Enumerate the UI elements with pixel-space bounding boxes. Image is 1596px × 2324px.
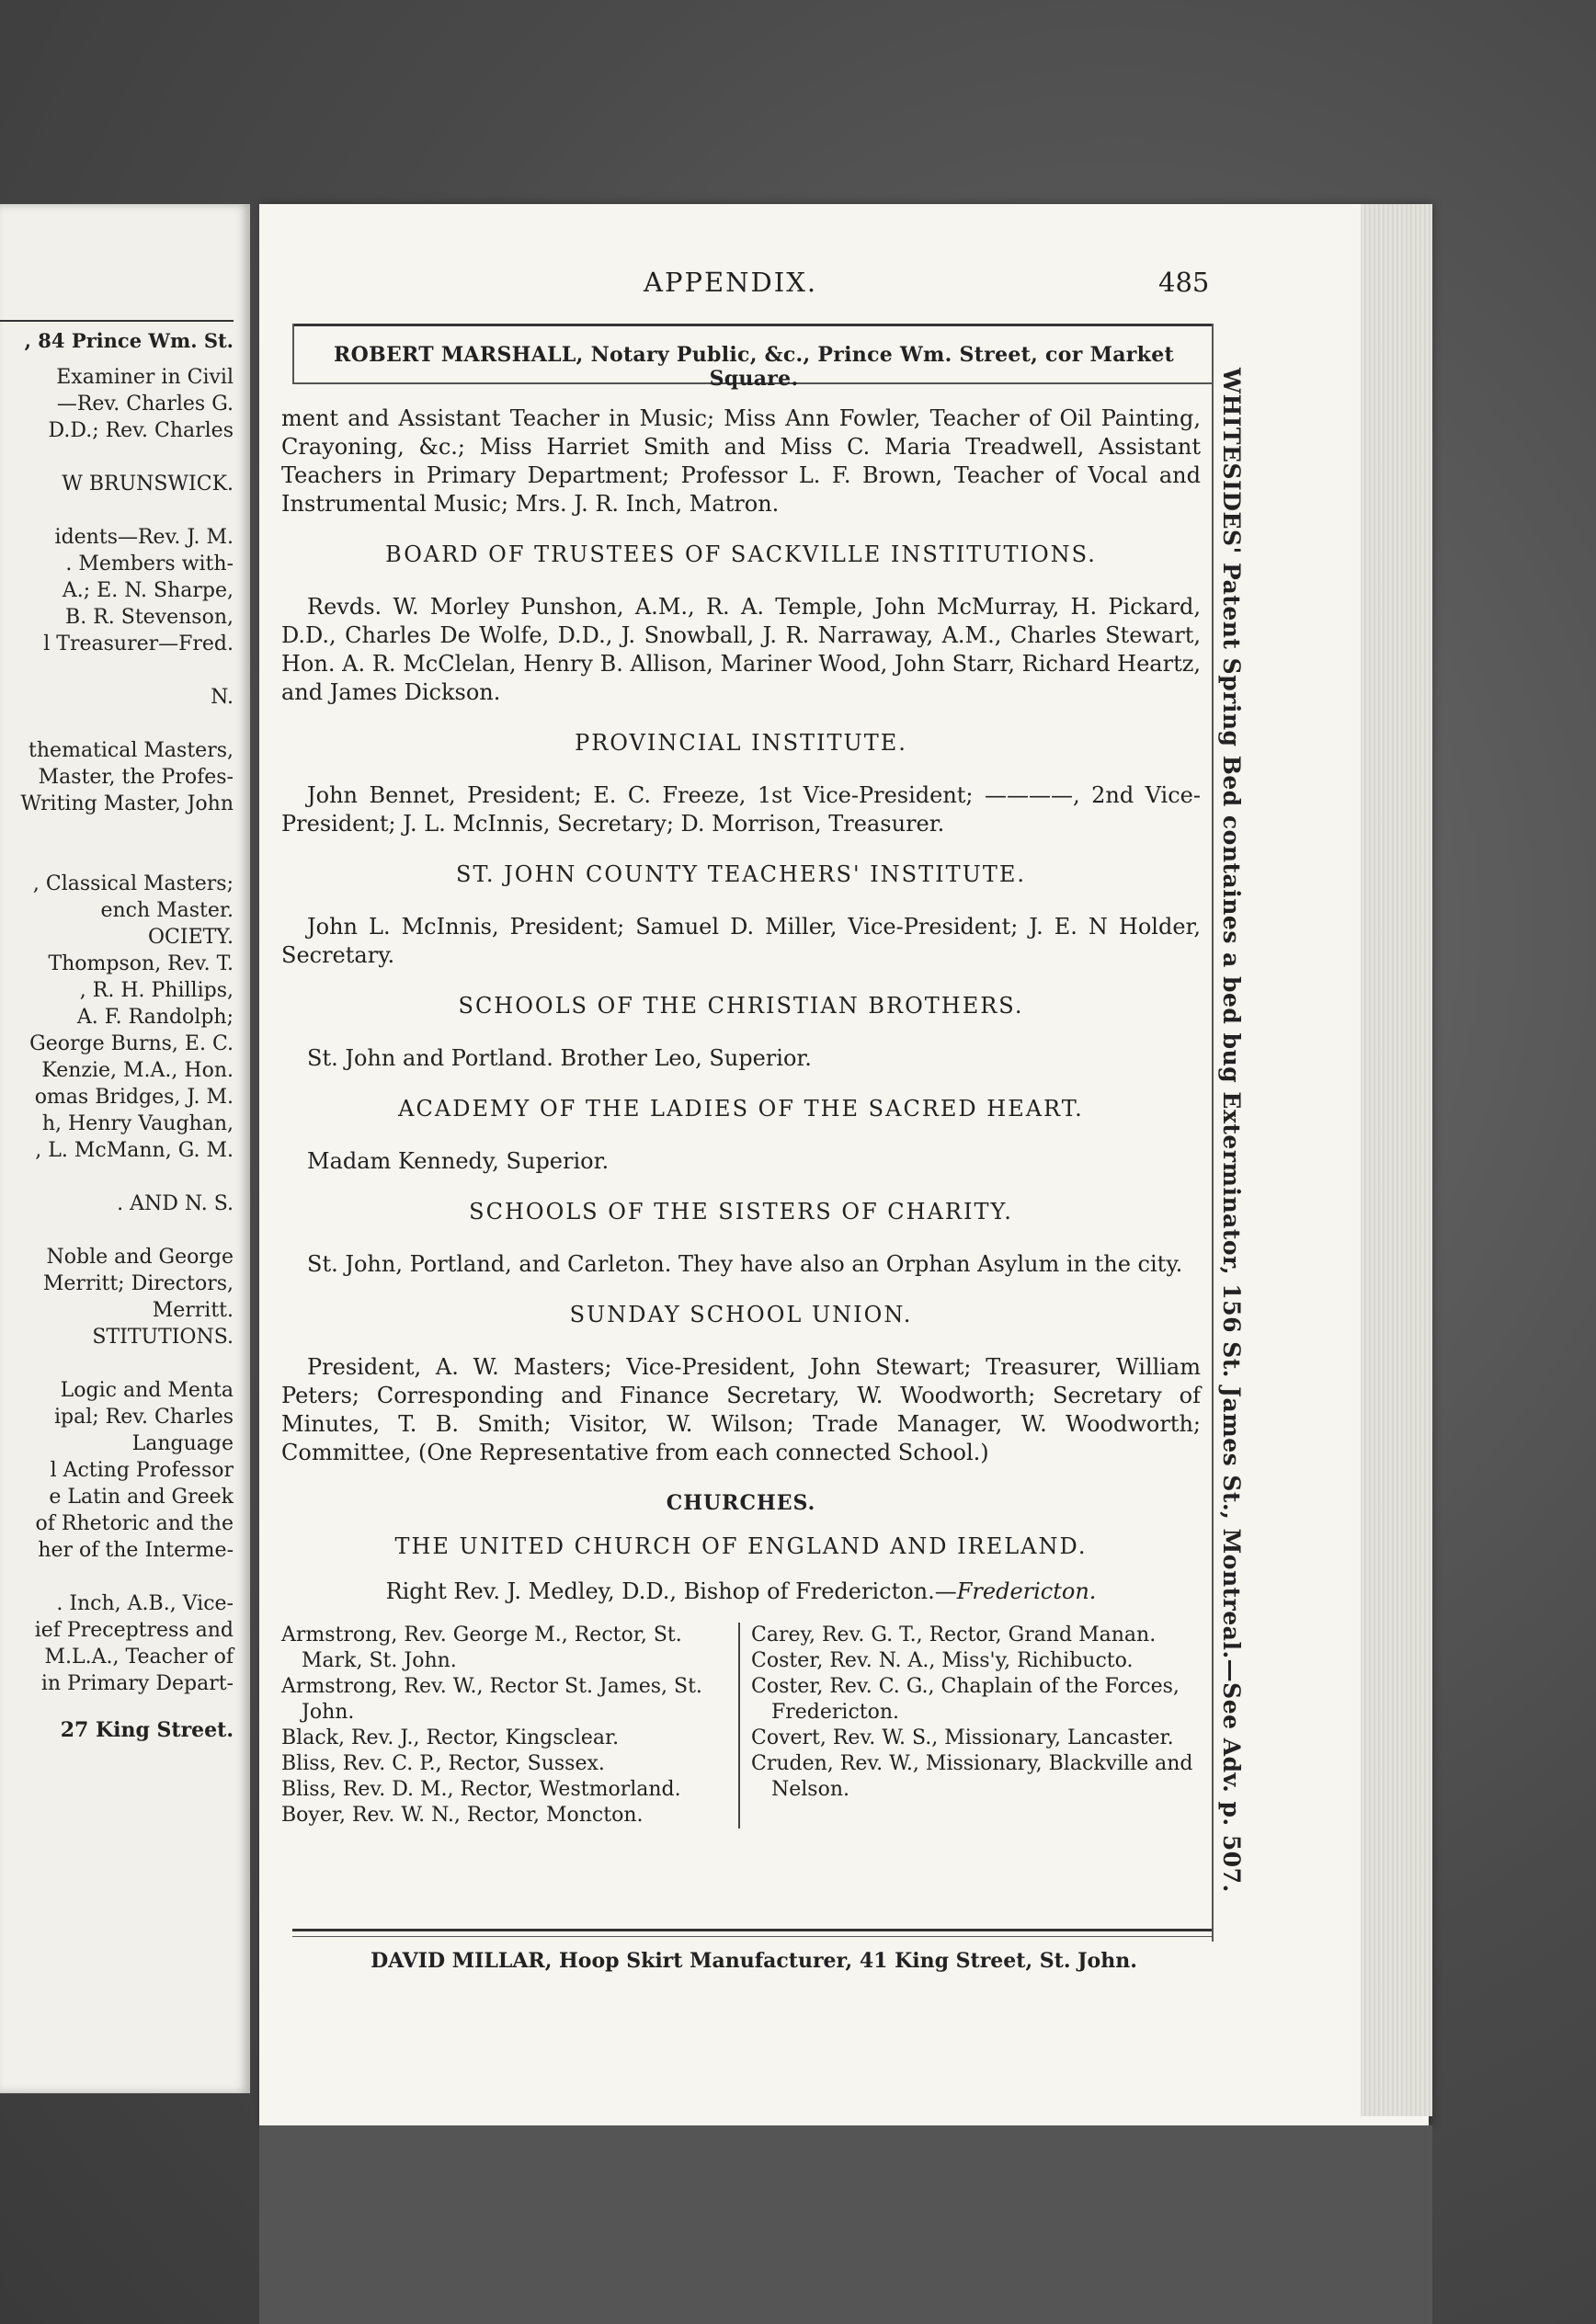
left-line: , R. H. Phillips, [79, 979, 234, 1002]
left-line: , L. McMann, G. M. [35, 1139, 234, 1162]
left-page-text [0, 204, 234, 1744]
clergy-entry: Bliss, Rev. D. M., Rector, Westmorland. [281, 1778, 681, 1801]
left-line: Noble and George [46, 1246, 234, 1269]
left-line [0, 1164, 234, 1190]
clergy-entry: Armstrong, Rev. W., Rector St. James, St. John. [281, 1675, 702, 1724]
left-line: B. R. Stevenson, [65, 606, 234, 629]
clergy-entry: Cruden, Rev. W., Missionary, Blackville and Nelson. [751, 1752, 1193, 1801]
left-line: D.D.; Rev. Charles [48, 419, 234, 442]
left-line: her of the Interme- [38, 1539, 234, 1562]
bottom-shadow [259, 2125, 1432, 2324]
left-line: in Primary Depart- [40, 1672, 234, 1695]
top-rule [292, 324, 1212, 326]
left-line: Writing Master, John [20, 792, 234, 815]
left-lines [0, 364, 234, 1697]
left-line: Kenzie, M.A., Hon. [41, 1059, 234, 1082]
clergy-entry: Coster, Rev. C. G., Chaplain of the Forces, Fredericton. [751, 1675, 1180, 1724]
bottom-rule [292, 1929, 1212, 1931]
section-text: President, A. W. Masters; Vice-President, John Stewart; Treasurer, William Peters; Corresponding and Finance Secretary, W. Woodworth; Secretary of Minutes, T. B. Smith; Visitor, W. Wilson; Trade Manager, W. Woodworth; Committee, (One Representative from each connected School.) [281, 1354, 1201, 1465]
bottom-rule-inner [292, 1936, 1212, 1937]
left-line [0, 1350, 234, 1377]
header-ad: ROBERT MARSHALL, Notary Public, &c., Prince Wm. Street, cor Market Square. [334, 343, 1174, 391]
section-heading: SCHOOLS OF THE CHRISTIAN BROTHERS. [458, 993, 1024, 1019]
left-line: e Latin and Greek [49, 1486, 234, 1509]
left-line: —Rev. Charles G. [56, 393, 234, 416]
left-line [0, 657, 234, 684]
section-text: Madam Kennedy, Superior. [307, 1148, 610, 1174]
clergy-left-column [281, 1623, 740, 1828]
left-line: thematical Masters, [28, 739, 234, 762]
left-line: ench Master. [100, 899, 234, 922]
running-title: APPENDIX. [644, 267, 818, 298]
left-line [0, 711, 234, 737]
left-line: ipal; Rev. Charles [53, 1406, 234, 1429]
left-line: omas Bridges, J. M. [34, 1086, 234, 1109]
left-line: Master, the Profes- [38, 766, 234, 789]
left-line [0, 1217, 234, 1244]
left-line: Merritt. [152, 1299, 234, 1322]
left-line: George Burns, E. C. [29, 1032, 234, 1055]
left-line: W BRUNSWICK. [62, 473, 234, 496]
intro-paragraph: ment and Assistant Teacher in Music; Miss Ann Fowler, Teacher of Oil Painting, Crayoning, &c.; Miss Harriet Smith and Miss C. Maria Treadwell, Assistant Teachers in Primary Department; Professor L. F. Brown, Teacher of Vocal and Instrumental Music; Mrs. J. R. Inch, Matron. [281, 405, 1201, 517]
left-line [0, 844, 234, 871]
clergy-entry: Carey, Rev. G. T., Rector, Grand Manan. [751, 1623, 1157, 1646]
left-line: Thompson, Rev. T. [48, 952, 234, 975]
right-border [1212, 324, 1214, 1942]
clergy-entry: Armstrong, Rev. George M., Rector, St. Mark, St. John. [281, 1623, 682, 1672]
left-line: , Classical Masters; [32, 872, 234, 895]
left-line: . Members with- [65, 553, 234, 575]
left-line [0, 497, 234, 524]
left-line: . AND N. S. [117, 1192, 234, 1215]
running-head [276, 267, 1210, 303]
left-footer-ad: 27 King Street. [60, 1718, 234, 1742]
left-line: . Inch, A.B., Vice- [56, 1592, 234, 1615]
section-text: St. John, Portland, and Carleton. They have also an Orphan Asylum in the city. [307, 1251, 1183, 1277]
left-line: l Treasurer—Fred. [43, 632, 234, 655]
section-heading: ACADEMY OF THE LADIES OF THE SACRED HEART. [398, 1096, 1084, 1122]
left-line: Merritt; Directors, [42, 1272, 234, 1295]
footer-ad: DAVID MILLAR, Hoop Skirt Manufacturer, 41 King Street, St. John. [370, 1949, 1137, 1973]
section-text: St. John and Portland. Brother Leo, Superior. [307, 1045, 812, 1071]
side-ad-text: WHITESIDES' Patent Spring Bed containes a bed bug Exterminator, 156 St. James St., Montreal.—See Adv. p. 507. [1218, 368, 1245, 1893]
clergy-entry: Black, Rev. J., Rector, Kingsclear. [281, 1726, 620, 1749]
left-line: l Acting Professor [50, 1459, 234, 1482]
clergy-entry: Boyer, Rev. W. N., Rector, Moncton. [281, 1804, 644, 1827]
left-line: Examiner in Civil [56, 366, 234, 389]
section-heading: SCHOOLS OF THE SISTERS OF CHARITY. [469, 1199, 1013, 1225]
churches-heading: CHURCHES. [666, 1491, 816, 1515]
left-line [0, 444, 234, 471]
section-text: Revds. W. Morley Punshon, A.M., R. A. Temple, John McMurray, H. Pickard, D.D., Charles De Wolfe, D.D., J. Snowball, J. R. Narraway, A.M., Charles Stewart, Hon. A. R. McClelan, Henry B. Allison, Mariner Wood, John Starr, Richard Heartz, and James Dickson. [281, 594, 1201, 705]
clergy-entry: Covert, Rev. W. S., Missionary, Lancaster. [751, 1726, 1174, 1749]
left-line [0, 1564, 234, 1590]
page-edge [1361, 204, 1432, 2116]
left-line: STITUTIONS. [92, 1326, 234, 1349]
clergy-list [281, 1623, 1201, 1828]
left-line: idents—Rev. J. M. [54, 526, 234, 549]
section-heading: PROVINCIAL INSTITUTE. [575, 730, 907, 756]
left-line [0, 817, 234, 844]
clergy-right-column [740, 1623, 1201, 1828]
clergy-entry: Bliss, Rev. C. P., Rector, Sussex. [281, 1752, 605, 1775]
left-line: A. F. Randolph; [76, 1006, 234, 1029]
left-line: of Rhetoric and the [35, 1512, 234, 1535]
clergy-entry: Coster, Rev. N. A., Miss'y, Richibucto. [751, 1649, 1134, 1672]
left-line: OCIETY. [148, 926, 234, 949]
section-heading: SUNDAY SCHOOL UNION. [569, 1302, 913, 1327]
sections [281, 541, 1201, 1467]
bishop-text: Right Rev. J. Medley, D.D., Bishop of Fredericton.— [385, 1578, 957, 1604]
section-text: John L. McInnis, President; Samuel D. Miller, Vice-President; J. E. N Holder, Secretary. [281, 914, 1201, 968]
section-text: John Bennet, President; E. C. Freeze, 1st Vice-President; ————, 2nd Vice-President; J. L. McInnis, Secretary; D. Morrison, Treasurer. [281, 782, 1201, 837]
left-page [0, 204, 250, 2093]
church-heading: THE UNITED CHURCH OF ENGLAND AND IRELAND. [394, 1533, 1088, 1559]
left-line: M.L.A., Teacher of [44, 1646, 234, 1669]
bishop-line [281, 1578, 1201, 1606]
section-heading: BOARD OF TRUSTEES OF SACKVILLE INSTITUTIONS. [385, 541, 1097, 567]
side-ad [1215, 368, 1245, 2124]
left-line: A.; E. N. Sharpe, [62, 579, 234, 602]
page-number: 485 [1158, 267, 1210, 298]
top-left-border [292, 324, 294, 382]
left-line: ief Preceptress and [34, 1619, 234, 1642]
left-header-ad: , 84 Prince Wm. St. [24, 329, 234, 352]
left-line: h, Henry Vaughan, [41, 1112, 234, 1135]
left-line: Language [131, 1432, 234, 1455]
left-line: N. [211, 686, 234, 709]
bishop-place: Fredericton. [956, 1578, 1097, 1604]
left-line: Logic and Menta [60, 1379, 234, 1402]
page-body [281, 404, 1201, 1828]
section-heading: ST. JOHN COUNTY TEACHERS' INSTITUTE. [456, 861, 1026, 887]
